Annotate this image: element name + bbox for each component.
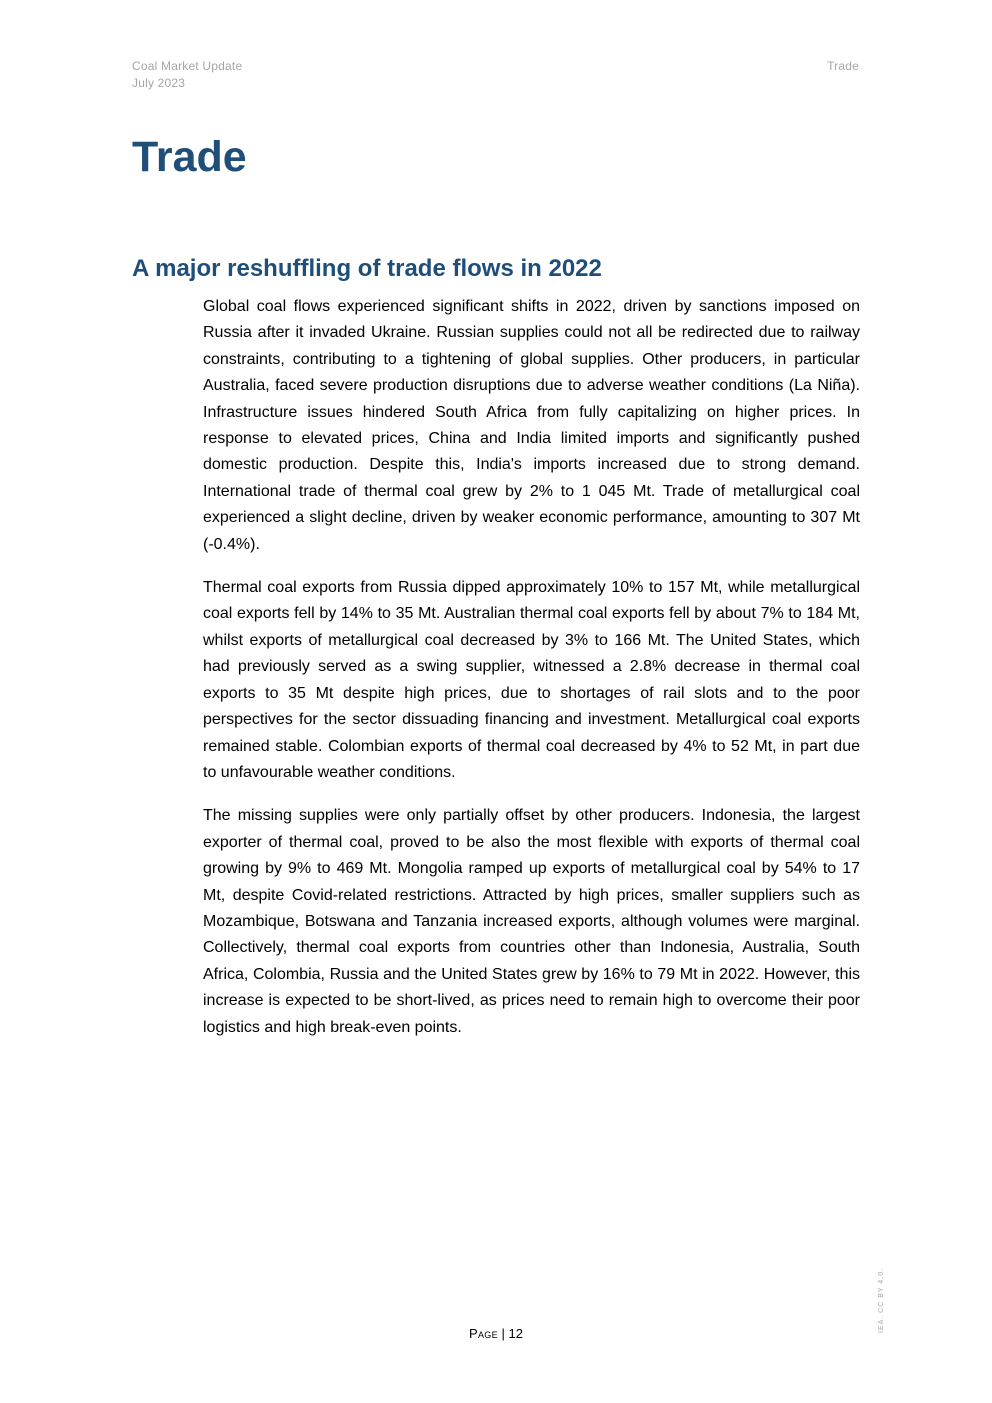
page-number: 12 — [508, 1326, 523, 1341]
license-notice: IEA. CC BY 4.0. — [878, 1267, 885, 1333]
report-date: July 2023 — [132, 76, 186, 90]
paragraph-1: Global coal flows experienced significant shifts in 2022, driven by sanctions imposed on Russia after it invaded Ukraine. Russian supplies could not all be redirected due to railway constraints, contributing to a tightening of global supplies. Other producers, in particular Australia, faced severe production disruptions due to adverse weather conditions (La Niña). Infrastructure issues hindered South Africa from fully capitalizing on higher prices. In response to elevated prices, China and India limited imports and significantly pushed domestic production. Despite this, India's imports increased due to strong demand. International trade of thermal coal grew by 2% to 1 045 Mt. Trade of metallurgical coal experienced a slight decline, driven by weaker economic performance, amounting to 307 Mt (-0.4%). — [203, 298, 860, 553]
running-header-left — [132, 58, 242, 92]
section-heading: A major reshuffling of trade flows in 2022 — [132, 255, 602, 282]
paragraph-3: The missing supplies were only partially offset by other producers. Indonesia, the largest exporter of thermal coal, proved to be also the most flexible with exports of thermal coal growing by 9% to 469 Mt. Mongolia ramped up exports of metallurgical coal by 54% to 17 Mt, despite Covid-related restrictions. Attracted by high prices, smaller suppliers such as Mozambique, Botswana and Tanzania increased exports, although volumes were marginal. Collectively, thermal coal exports from countries other than Indonesia, Australia, South Africa, Colombia, Russia and the United States grew by 16% to 79 Mt in 2022. However, this increase is expected to be short-lived, as prices need to remain high to overcome their poor logistics and high break-even points. — [203, 807, 860, 1036]
page-label: Page — [469, 1326, 498, 1341]
report-title: Coal Market Update — [132, 59, 243, 73]
body-text — [203, 294, 860, 1058]
page-separator: | — [497, 1326, 509, 1341]
page-title: Trade — [132, 133, 247, 181]
paragraph-2: Thermal coal exports from Russia dipped approximately 10% to 157 Mt, while metallurgical coal exports fell by 14% to 35 Mt. Australian thermal coal exports fell by about 7% to 184 Mt, whilst exports of metallurgical coal decreased by 3% to 166 Mt. The United States, which had previously served as a swing supplier, witnessed a 2.8% decrease in thermal coal exports to 35 Mt despite high prices, due to shortages of rail slots and to the poor perspectives for the sector dissuading financing and investment. Metallurgical coal exports remained stable. Colombian exports of thermal coal decreased by 4% to 52 Mt, in part due to unfavourable weather conditions. — [203, 579, 860, 781]
page-footer — [0, 1325, 992, 1343]
running-header-section: Trade — [827, 59, 859, 73]
